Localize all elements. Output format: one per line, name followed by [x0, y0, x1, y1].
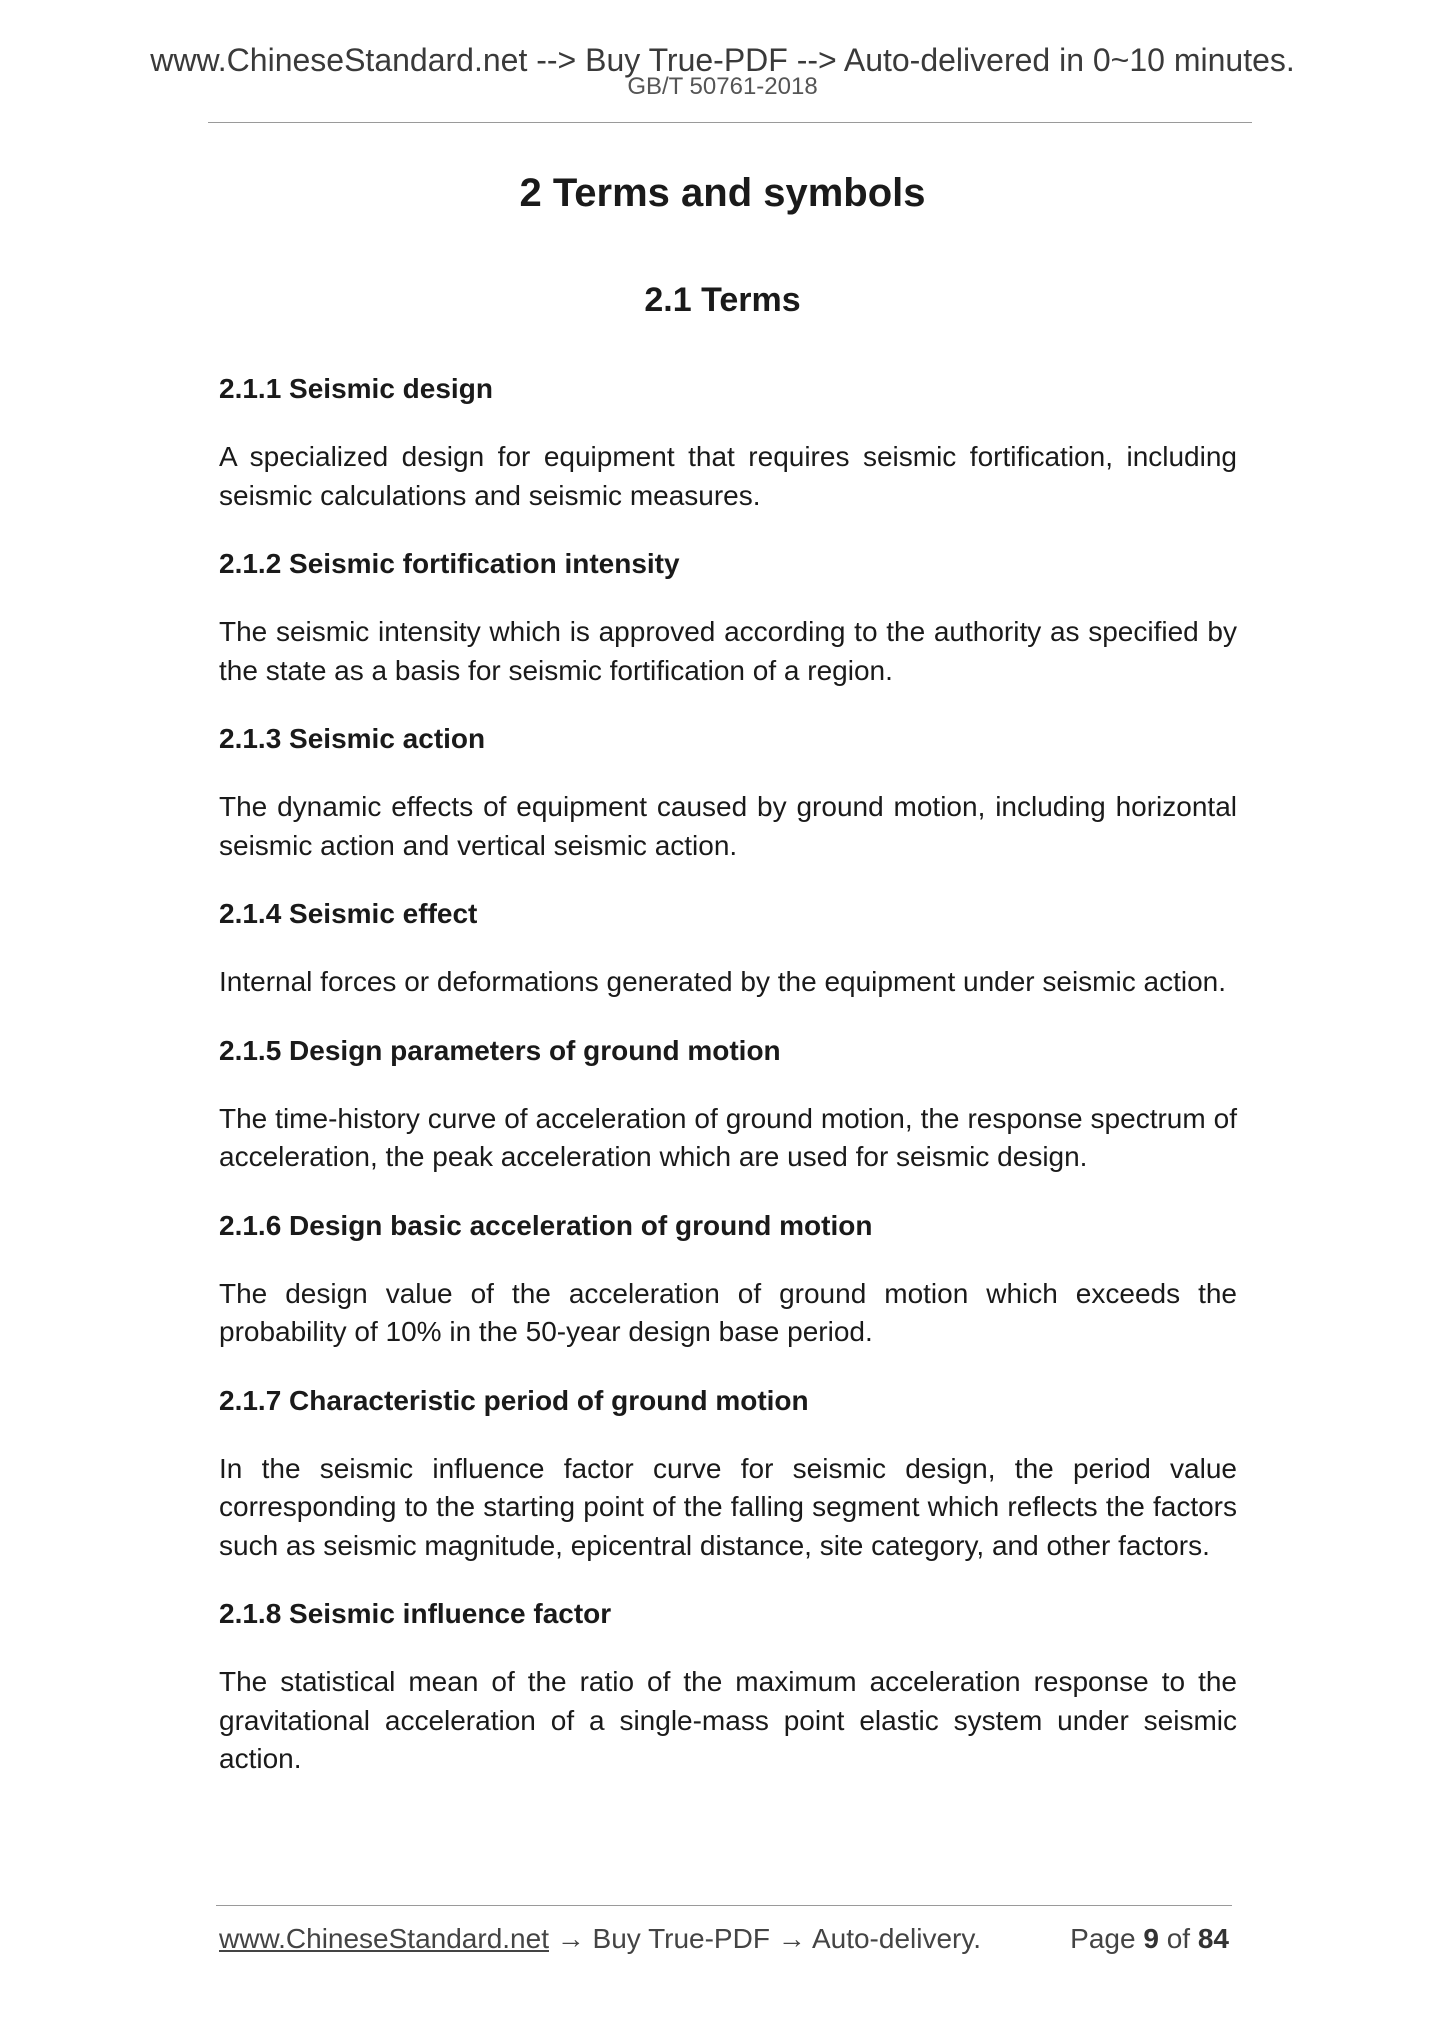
term-heading: 2.1.2 Seismic fortification intensity	[219, 548, 680, 579]
term-definition: The statistical mean of the ratio of the maximum acceleration response to the gravitational acceleration of a single-mass point elastic system under seismic action.	[219, 1666, 1237, 1774]
term-definition: The dynamic effects of equipment caused by ground motion, including horizontal seismic action and vertical seismic action.	[219, 791, 1237, 861]
of-label: of	[1166, 1923, 1191, 1954]
term-heading: 2.1.7 Characteristic period of ground motion	[219, 1384, 809, 1416]
footer-divider	[216, 1905, 1232, 1906]
term-definition: A specialized design for equipment that requires seismic fortification, including seismic calculations and seismic measures.	[219, 441, 1237, 511]
term-item	[219, 1032, 1237, 1177]
arrow-right-icon: →	[777, 1923, 806, 1954]
page-number: 9	[1143, 1923, 1159, 1954]
section-title: 2.1 Terms	[644, 281, 801, 319]
term-heading: 2.1.3 Seismic action	[219, 723, 486, 754]
footer-delivery-text: Auto-delivery.	[811, 1923, 982, 1954]
term-definition: The seismic intensity which is approved according to the authority as specified by the state as a basis for seismic fortification of a region.	[219, 616, 1237, 686]
term-definition: The time-history curve of acceleration of ground motion, the response spectrum of acceleration, the peak acceleration which are used for seismic design.	[219, 1102, 1237, 1172]
term-item	[219, 1595, 1237, 1779]
term-heading: 2.1.6 Design basic acceleration of ground motion	[219, 1209, 873, 1241]
chapter-title: 2 Terms and symbols	[519, 171, 926, 215]
term-heading: 2.1.1 Seismic design	[219, 373, 493, 404]
header-divider	[208, 122, 1252, 123]
page-footer	[219, 1922, 1229, 1956]
term-heading: 2.1.8 Seismic influence factor	[219, 1598, 612, 1629]
term-item	[219, 1382, 1237, 1566]
term-definition: In the seismic influence factor curve for seismic design, the period value corresponding to the starting point of the falling segment which reflects the factors such as seismic magnitude, epicentral distance, site category, and other factors.	[219, 1452, 1237, 1561]
page-label: Page	[1070, 1923, 1136, 1954]
term-heading: 2.1.4 Seismic effect	[219, 898, 478, 929]
term-definition: Internal forces or deformations generated by the equipment under seismic action.	[219, 966, 1227, 997]
term-item	[219, 545, 1237, 690]
term-item	[219, 1207, 1237, 1352]
footer-site-link[interactable]: www.ChineseStandard.net	[219, 1923, 549, 1954]
term-item	[219, 370, 1237, 515]
page-total: 84	[1197, 1923, 1229, 1954]
term-heading: 2.1.5 Design parameters of ground motion	[219, 1034, 781, 1066]
standard-code: GB/T 50761-2018	[627, 73, 818, 100]
page-indicator	[1070, 1922, 1229, 1956]
term-item	[219, 720, 1237, 865]
term-definition: The design value of the acceleration of ground motion which exceeds the probability of 10% in the 50-year design base period.	[219, 1277, 1237, 1347]
arrow-right-icon: →	[556, 1923, 585, 1954]
term-item	[219, 895, 1237, 1002]
terms-list	[219, 370, 1237, 1809]
header-banner: www.ChineseStandard.net --> Buy True-PDF --> Auto-delivered in 0~10 minutes.	[150, 42, 1295, 78]
footer-buy-text: Buy True-PDF	[592, 1923, 770, 1954]
